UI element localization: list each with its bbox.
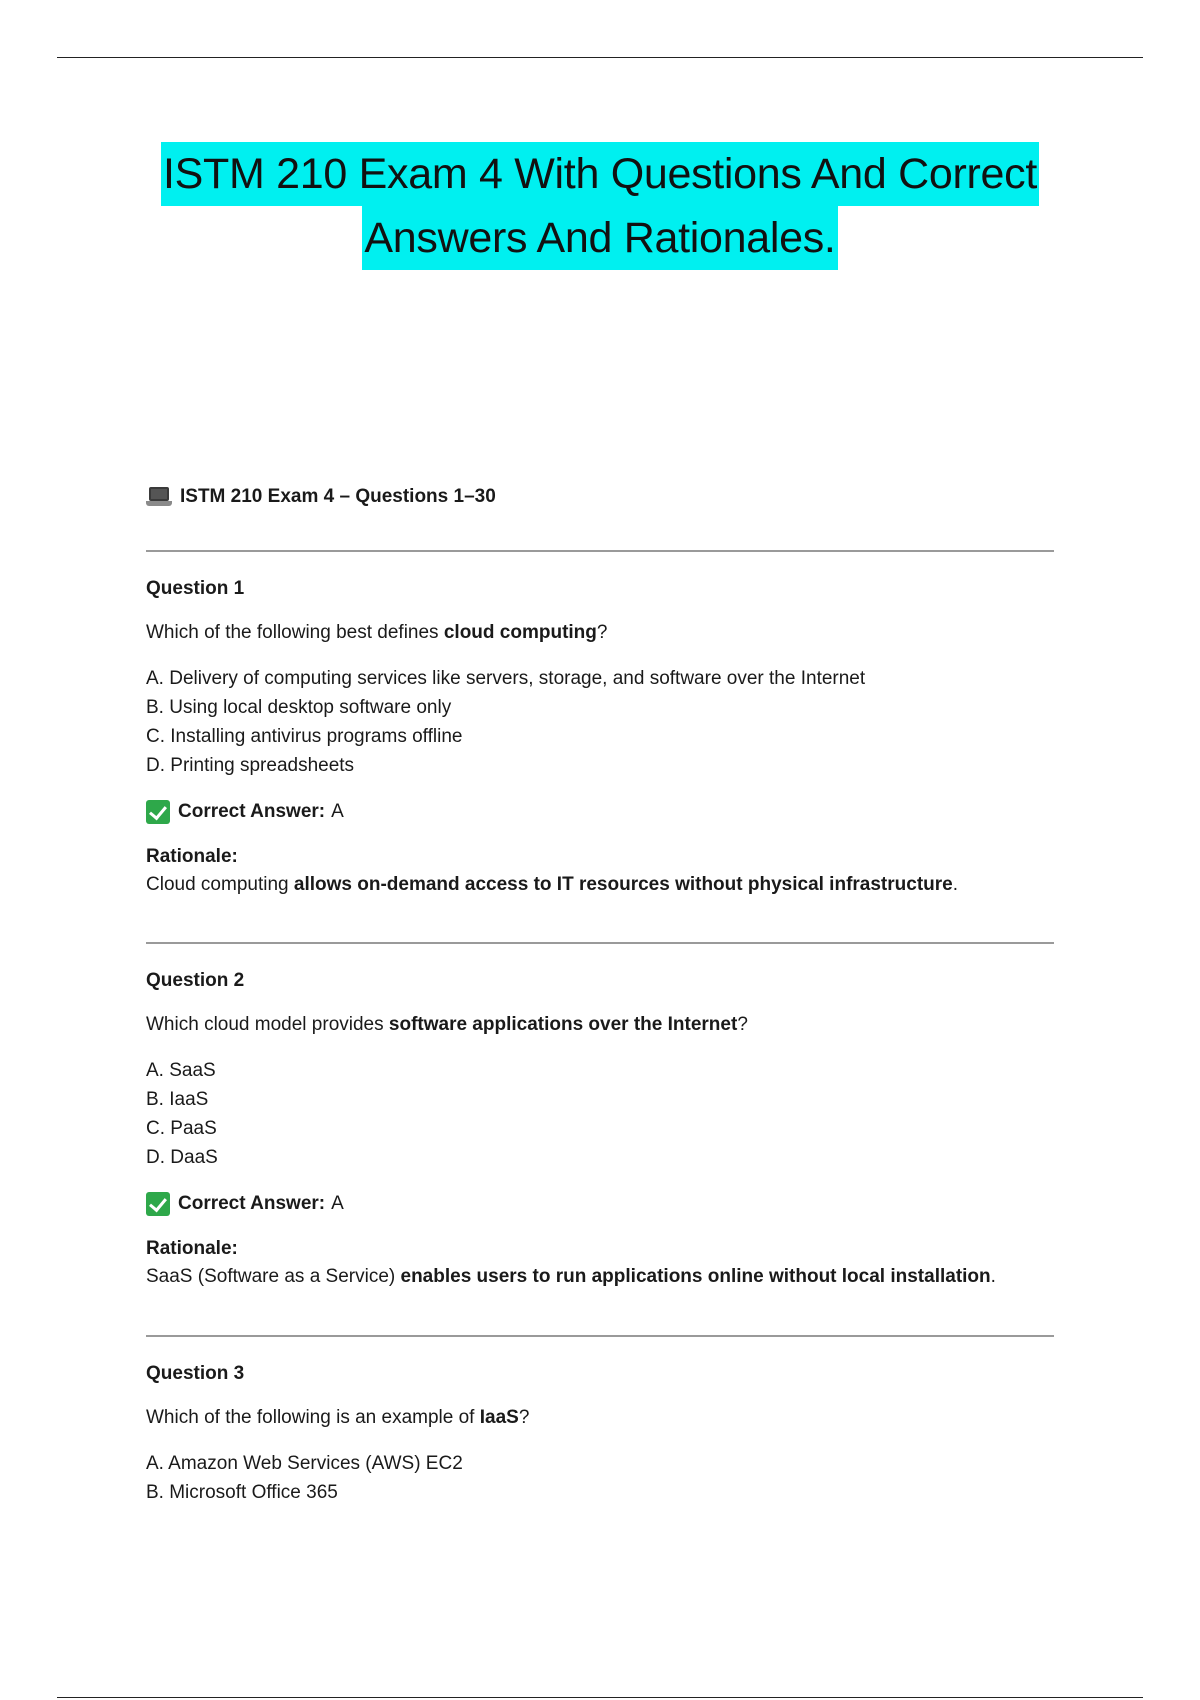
option-item: B. Using local desktop software only <box>146 697 452 718</box>
rationale-text: Cloud computing allows on-demand access to IT resources without physical infrastructure. <box>146 874 958 895</box>
correct-answer <box>146 1190 1054 1218</box>
question-title: Question 2 <box>146 970 245 991</box>
section-divider <box>146 1335 1054 1337</box>
answer-value: A <box>331 1193 344 1214</box>
question-text: Which of the following is an example of IaaS? <box>146 1407 530 1428</box>
rationale-label: Rationale: <box>146 1238 238 1259</box>
option-item: A. Delivery of computing services like servers, storage, and software over the Internet <box>146 668 866 689</box>
section-heading-text: ISTM 210 Exam 4 – Questions 1–30 <box>180 486 496 507</box>
section-heading <box>146 486 496 508</box>
check-mark-icon <box>146 800 170 824</box>
rationale-label: Rationale: <box>146 846 238 867</box>
answer-value: A <box>331 801 344 822</box>
page-top-rule <box>57 57 1143 58</box>
option-item: C. Installing antivirus programs offline <box>146 726 463 747</box>
option-item: C. PaaS <box>146 1118 217 1139</box>
option-item: B. Microsoft Office 365 <box>146 1482 338 1503</box>
answer-label: Correct Answer: <box>178 801 326 822</box>
question-text: Which of the following best defines cloud computing? <box>146 622 608 643</box>
question-block <box>146 576 1054 900</box>
option-list <box>146 664 1054 780</box>
question-title: Question 3 <box>146 1363 245 1384</box>
question-title: Question 1 <box>146 578 245 599</box>
section-divider <box>146 942 1054 944</box>
page-bottom-rule <box>57 1697 1143 1698</box>
document-title <box>60 142 1140 270</box>
laptop-icon <box>146 487 172 507</box>
option-item: A. SaaS <box>146 1060 216 1081</box>
section-divider <box>146 550 1054 552</box>
option-list <box>146 1449 1054 1507</box>
rationale-text: SaaS (Software as a Service) enables users to run applications online without local installation. <box>146 1266 996 1287</box>
answer-label: Correct Answer: <box>178 1193 326 1214</box>
option-item: D. DaaS <box>146 1147 218 1168</box>
question-block <box>146 1361 1054 1507</box>
title-line-2: Answers And Rationales. <box>362 206 837 270</box>
check-mark-icon <box>146 1192 170 1216</box>
question-text: Which cloud model provides software applications over the Internet? <box>146 1014 748 1035</box>
option-item: B. IaaS <box>146 1089 209 1110</box>
correct-answer <box>146 798 1054 826</box>
option-item: D. Printing spreadsheets <box>146 755 355 776</box>
title-line-1: ISTM 210 Exam 4 With Questions And Correct <box>161 142 1039 206</box>
option-item: A. Amazon Web Services (AWS) EC2 <box>146 1453 463 1474</box>
option-list <box>146 1056 1054 1172</box>
question-block <box>146 968 1054 1292</box>
